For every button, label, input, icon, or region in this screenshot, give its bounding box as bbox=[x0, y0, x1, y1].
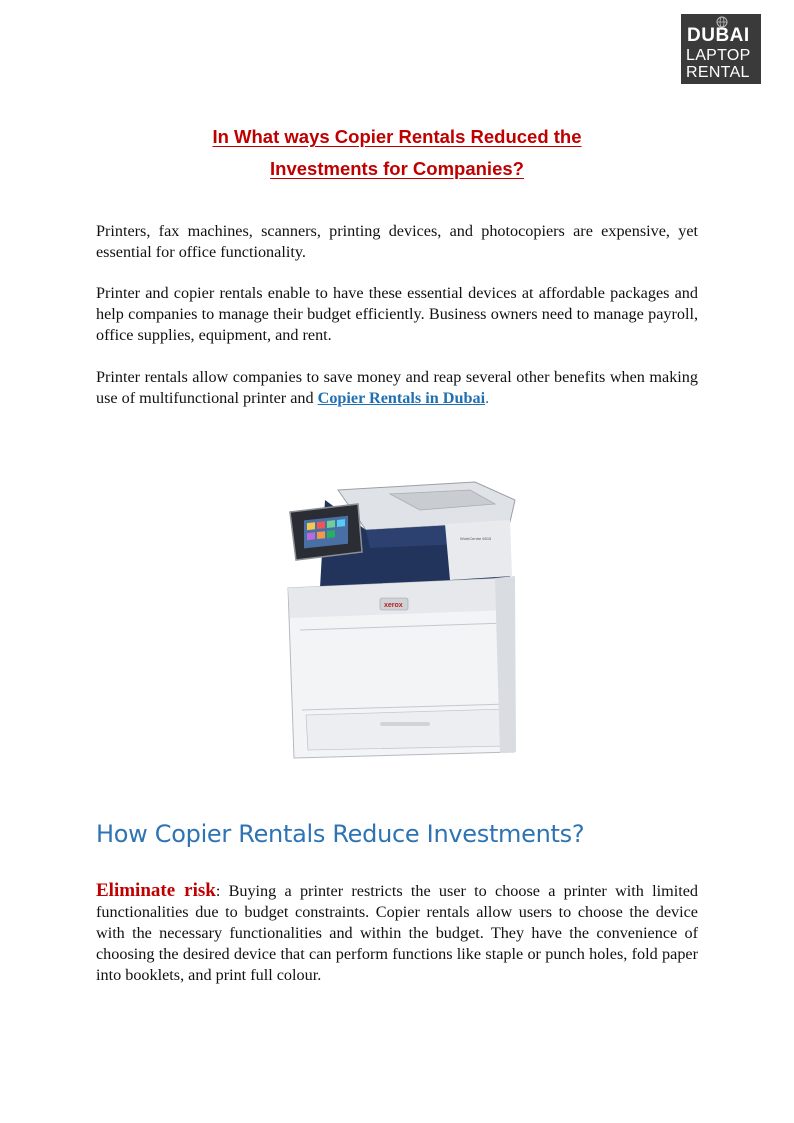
logo-line-1: DUBAI bbox=[687, 25, 750, 46]
eliminate-risk-paragraph bbox=[96, 880, 698, 986]
section-heading: How Copier Rentals Reduce Investments? bbox=[96, 820, 585, 848]
intro-paragraph-2: Printer and copier rentals enable to have these essential devices at affordable packages and help companies to manage their budget efficiently. Business owners need to manage payroll, office supplies, equipment, and rent. bbox=[96, 284, 698, 344]
intro-paragraph-1: Printers, fax machines, scanners, printing devices, and photocopiers are expensive, yet essential for office functionality. bbox=[96, 222, 698, 261]
brand-label: xerox bbox=[384, 602, 403, 609]
risk-colon: : bbox=[215, 882, 221, 900]
copier-rentals-link[interactable]: Copier Rentals in Dubai bbox=[317, 389, 486, 407]
intro-paragraph-3 bbox=[96, 367, 698, 409]
risk-term: Eliminate risk bbox=[96, 880, 216, 901]
intro-paragraph-3-end: . bbox=[485, 389, 490, 407]
title-line-2: Investments for Companies? bbox=[270, 158, 524, 179]
page-title bbox=[96, 121, 698, 185]
logo-line-2: LAPTOP bbox=[686, 47, 751, 64]
intro-paragraph-3-text: Printer rentals allow companies to save money and reap several other benefits when making use of multifunctional printer and bbox=[96, 368, 698, 407]
logo-line-3: RENTAL bbox=[686, 64, 750, 81]
printer-image bbox=[270, 460, 530, 770]
company-logo bbox=[681, 14, 761, 84]
title-line-1: In What ways Copier Rentals Reduced the bbox=[212, 126, 582, 147]
risk-text: Buying a printer restricts the user to choose a printer with limited functionalities due to budget constraints. Copier rentals allow users to choose the device with the necessary functionalities and within the budget. They have the convenience of choosing the desired device that can perform functions like staple or punch holes, fold paper into booklets, and print full colour. bbox=[96, 882, 698, 984]
model-label: WorkCentre 6515 bbox=[460, 536, 492, 541]
